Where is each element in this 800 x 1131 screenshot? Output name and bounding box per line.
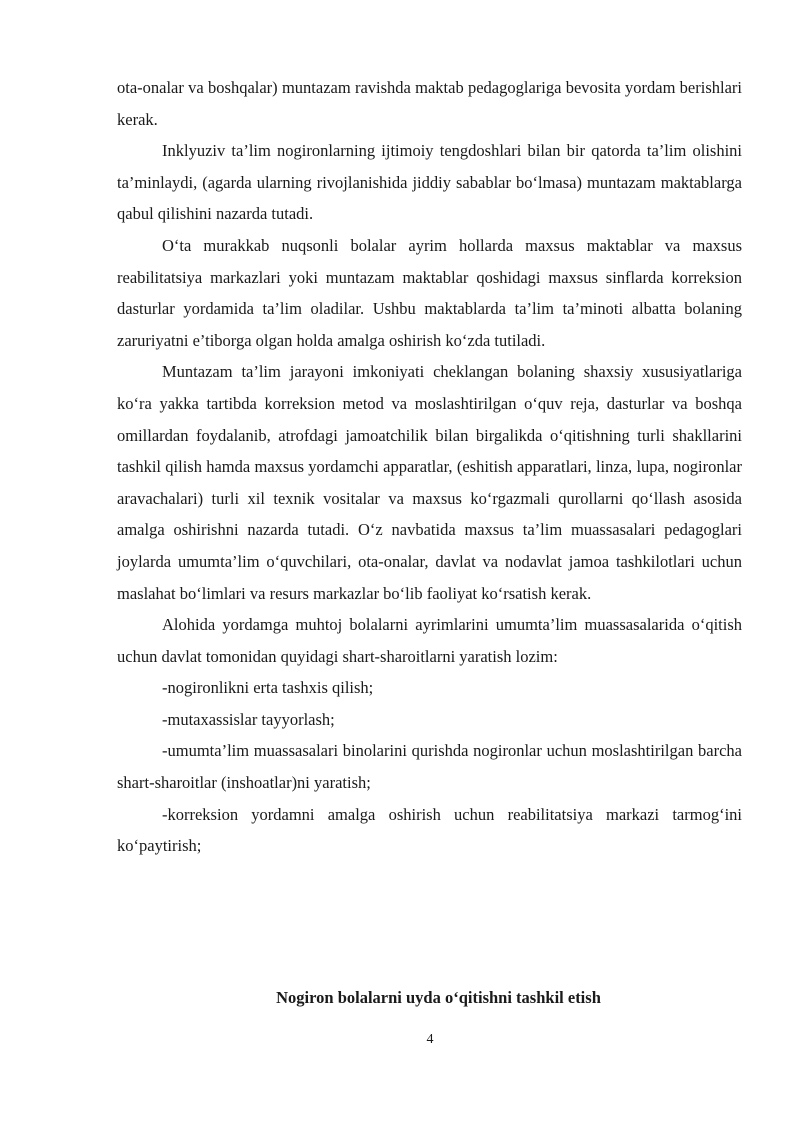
list-item-specialists: -mutaxassislar tayyorlash; (162, 709, 335, 729)
page-number: 4 (426, 1032, 434, 1047)
paragraph-regular-education: Muntazam ta’lim jarayoni imkoniyati cheklangan bolaning shaxsiy xususiyatlariga ko‘ra yakka tartibda korreksion metod va moslashtirilgan o‘quv reja, dasturlar va boshqa omillardan foydalanib, atrofdagi jamoatchilik bilan birgalikda o‘qitishning turli shakllarini tashkil qilish hamda maxsus yordamchi apparatlar, (eshitish apparatlari, linza, lupa, nogironlar aravachalari) turli xil texnik vositalar va maxsus ko‘rgazmali qurollarni qo‘llash asosida amalga oshirishni nazarda tutadi. O‘z navbatida maxsus ta’lim muassasalari pedagoglari joylarda umumta’lim o‘quvchilari, ota-onalar, davlat va nodavlat jamoa tashkilotlari uchun maslahat bo‘limlari va resurs markazlar bo‘lib faoliyat ko‘rsatish kerak. (117, 362, 742, 603)
paragraph-inclusive-education: Inklyuziv ta’lim nogironlarning ijtimoiy tengdoshlari bilan bir qatorda ta’lim olishini ta’minlaydi, (agarda ularning rivojlanishida jiddiy sabablar bo‘lmasa) muntazam maktablarga qabul qilishini nazarda tutadi. (117, 141, 742, 224)
paragraph-continuation: ota-onalar va boshqalar) muntazam ravishda maktab pedagoglariga bevosita yordam berishlari kerak. (117, 78, 742, 129)
paragraph-complex-disabilities: O‘ta murakkab nuqsonli bolalar ayrim hollarda maxsus maktablar va maxsus reabilitatsiya markazlari yoki muntazam maktablar qoshidagi maxsus sinflarda korreksion dasturlar yordamida ta’lim oladilar. Ushbu maktablarda ta’lim ta’minoti albatta bolaning zaruriyatni e’tiborga olgan holda amalga oshirish ko‘zda tutiladi. (117, 235, 742, 350)
paragraph-state-conditions: Alohida yordamga muhtoj bolalarni ayrimlarini umumta’lim muassasalarida o‘qitish uchun davlat tomonidan quyidagi shart-sharoitlarni yaratish lozim: (117, 615, 742, 666)
body-text (117, 72, 742, 862)
list-item-rehabilitation-network: -korreksion yordamni amalga oshirish uchun reabilitatsiya markazi tarmog‘ini ko‘paytirish; (117, 804, 742, 856)
list-item-early-diagnosis: -nogironlikni erta tashxis qilish; (162, 678, 374, 698)
section-heading: Nogiron bolalarni uyda o‘qitishni tashkil etish (276, 988, 601, 1007)
list-item-buildings: -umumta’lim muassasalari binolarini qurishda nogironlar uchun moslashtirilgan barcha shart-sharoitlar (inshoatlar)ni yaratish; (117, 741, 742, 793)
